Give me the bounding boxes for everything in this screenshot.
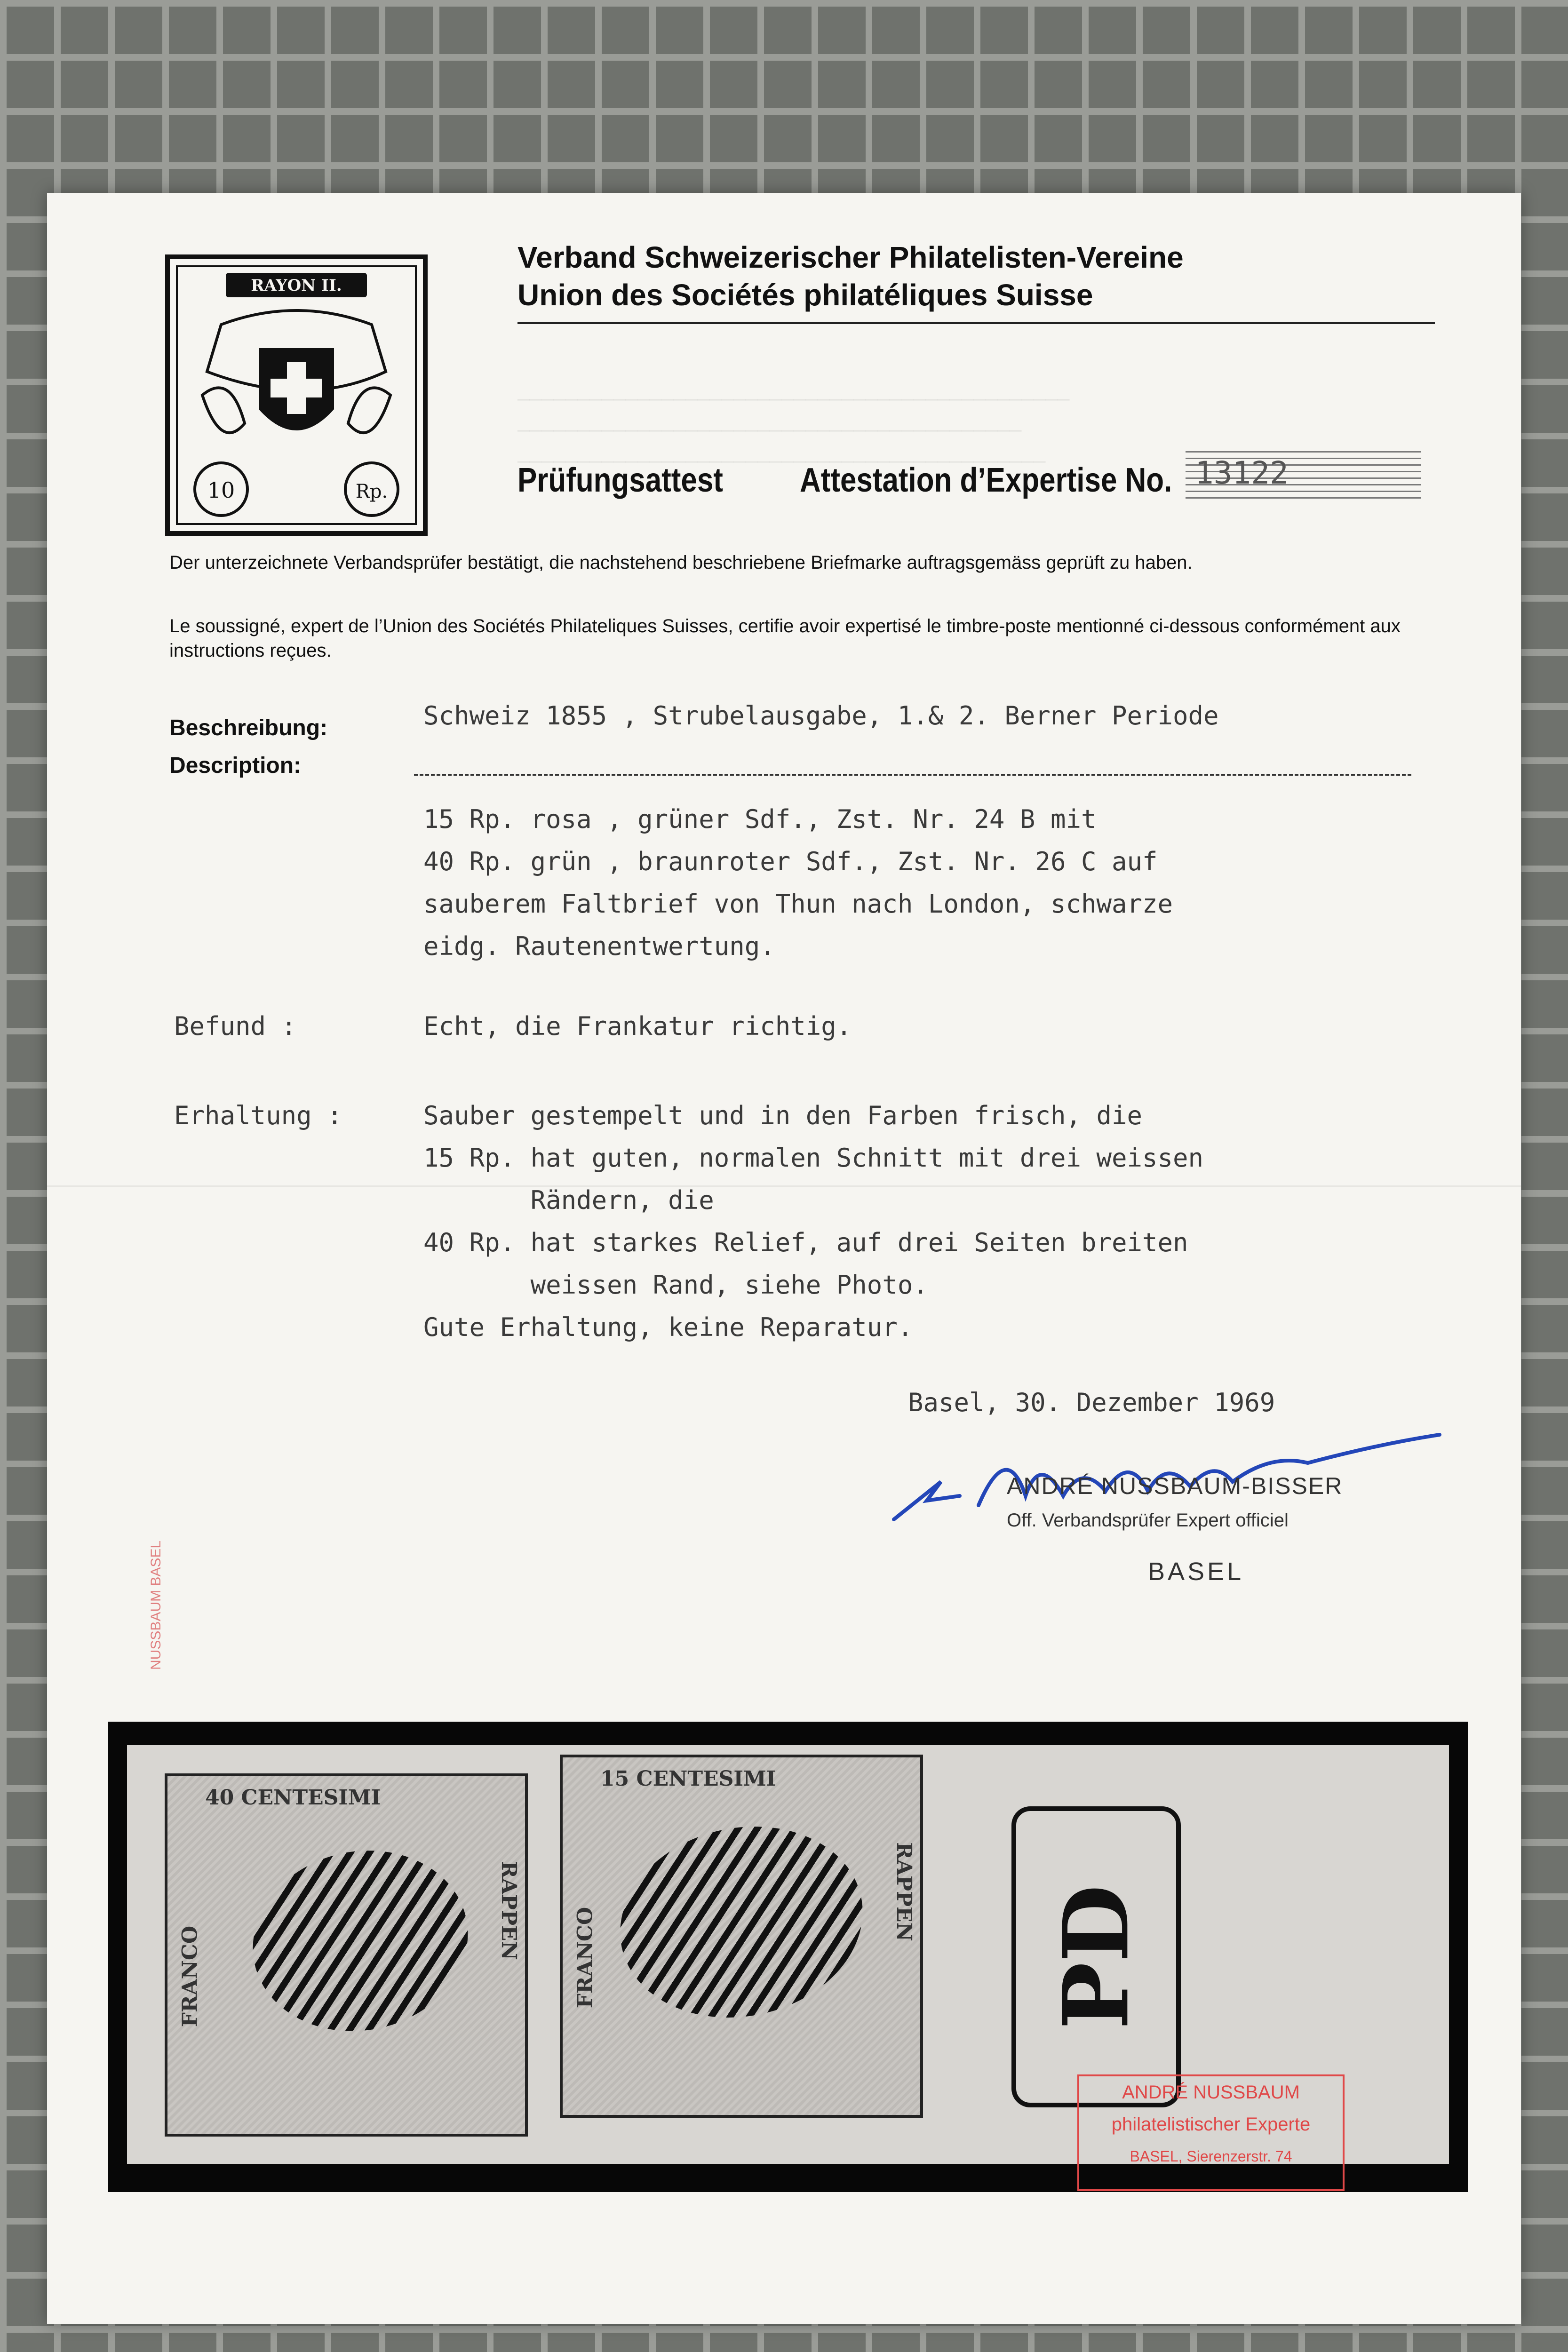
erhaltung-line: 15 Rp. hat guten, normalen Schnitt mit drei weissen [423, 1143, 1204, 1173]
rayon-stamp-emblem [165, 254, 428, 536]
title-de: Prüfungsattest [517, 461, 723, 499]
cancellation-grid [236, 1831, 485, 2050]
certificate-number: 13122 [1186, 447, 1421, 499]
org-name-fr: Union des Sociétés philatéliques Suisse [517, 278, 1093, 312]
pd-text: PD [1043, 1884, 1149, 2029]
description-line: 15 Rp. rosa , grüner Sdf., Zst. Nr. 24 B mit [423, 804, 1097, 834]
signature-role: Off. Verbandsprüfer Expert officiel [1007, 1510, 1289, 1531]
stamp-15-side-left: FRANCO [573, 1907, 597, 2009]
stamp-40-top: 40 CENTESIMI [205, 1786, 381, 1810]
pd-cancel-mark [1011, 1806, 1181, 2107]
description-label-de: Beschreibung: [169, 715, 328, 740]
erhaltung-line: Rändern, die [423, 1185, 714, 1215]
title-fr: Attestation d’Expertise No. [800, 461, 1172, 499]
red-stamp-line1: ANDRÉ NUSSBAUM [1122, 2082, 1300, 2103]
signature-city: BASEL [1148, 1557, 1244, 1586]
erhaltung-line: 40 Rp. hat starkes Relief, auf drei Seiten breiten [423, 1228, 1188, 1257]
intro-fr: Le soussigné, expert de l’Union des Sociétés Philateliques Suisses, certifie avoir expertisé le timbre-poste mentionné ci-dessous conformément aux instructions reçues. [169, 616, 1401, 661]
befund-label: Befund : [174, 1011, 297, 1041]
header-rule [517, 322, 1435, 324]
description-label-fr: Description: [169, 753, 302, 778]
intro-de: Der unterzeichnete Verbandsprüfer bestätigt, die nachstehend beschriebene Briefmarke auftragsgemäss geprüft zu haben. [169, 552, 1193, 573]
description-line: eidg. Rautenentwertung. [423, 931, 775, 961]
emblem-top-label: RAYON II. [251, 276, 342, 295]
erhaltung-line: Sauber gestempelt und in den Farben frisch, die [423, 1101, 1143, 1130]
erhaltung-line: weissen Rand, siehe Photo. [423, 1270, 928, 1300]
place-and-date: Basel, 30. Dezember 1969 [908, 1388, 1275, 1417]
stamp-15-top: 15 CENTESIMI [600, 1767, 776, 1791]
stamp-40-side-right: RAPPEN [496, 1861, 521, 1960]
description-line: 40 Rp. grün , braunroter Sdf., Zst. Nr. 26 C auf [423, 847, 1158, 876]
red-stamp-line3: BASEL, Sierenzerstr. 74 [1130, 2148, 1292, 2165]
stamp-15-side-right: RAPPEN [891, 1842, 916, 1941]
description-dashed-rule [414, 774, 1411, 776]
certificate-sheet [47, 193, 1521, 2324]
description-title: Schweiz 1855 , Strubelausgabe, 1.& 2. Berner Periode [423, 701, 1219, 731]
signature-name: ANDRÉ NUSSBAUM-BISSER [1007, 1473, 1343, 1499]
emblem-unit: Rp. [355, 481, 388, 502]
bleed-through-text: ────────────────────────────────────────────── ────────────────────────────────────────── ──────────────────────────────────────────── [517, 389, 1070, 471]
expert-red-stamp [1077, 2074, 1345, 2191]
befund-text: Echt, die Frankatur richtig. [423, 1011, 852, 1041]
org-name-de: Verband Schweizerischer Philatelisten-Vereine [517, 240, 1184, 274]
stamp-40-centesimi [165, 1773, 528, 2137]
stamp-40-side-left: FRANCO [178, 1925, 202, 2027]
red-stamp-line2: philatelistischer Experte [1111, 2114, 1311, 2135]
cancellation-grid [602, 1804, 881, 2039]
erhaltung-line: Gute Erhaltung, keine Reparatur. [423, 1312, 913, 1342]
description-line: sauberem Faltbrief von Thun nach London, schwarze [423, 889, 1173, 919]
stamp-15-centesimi [560, 1755, 923, 2118]
emblem-value: 10 [207, 477, 235, 503]
erhaltung-label: Erhaltung : [174, 1101, 342, 1130]
vertical-red-imprint: NUSSBAUM BASEL [148, 1540, 164, 1670]
fold-line [47, 1185, 1521, 1187]
